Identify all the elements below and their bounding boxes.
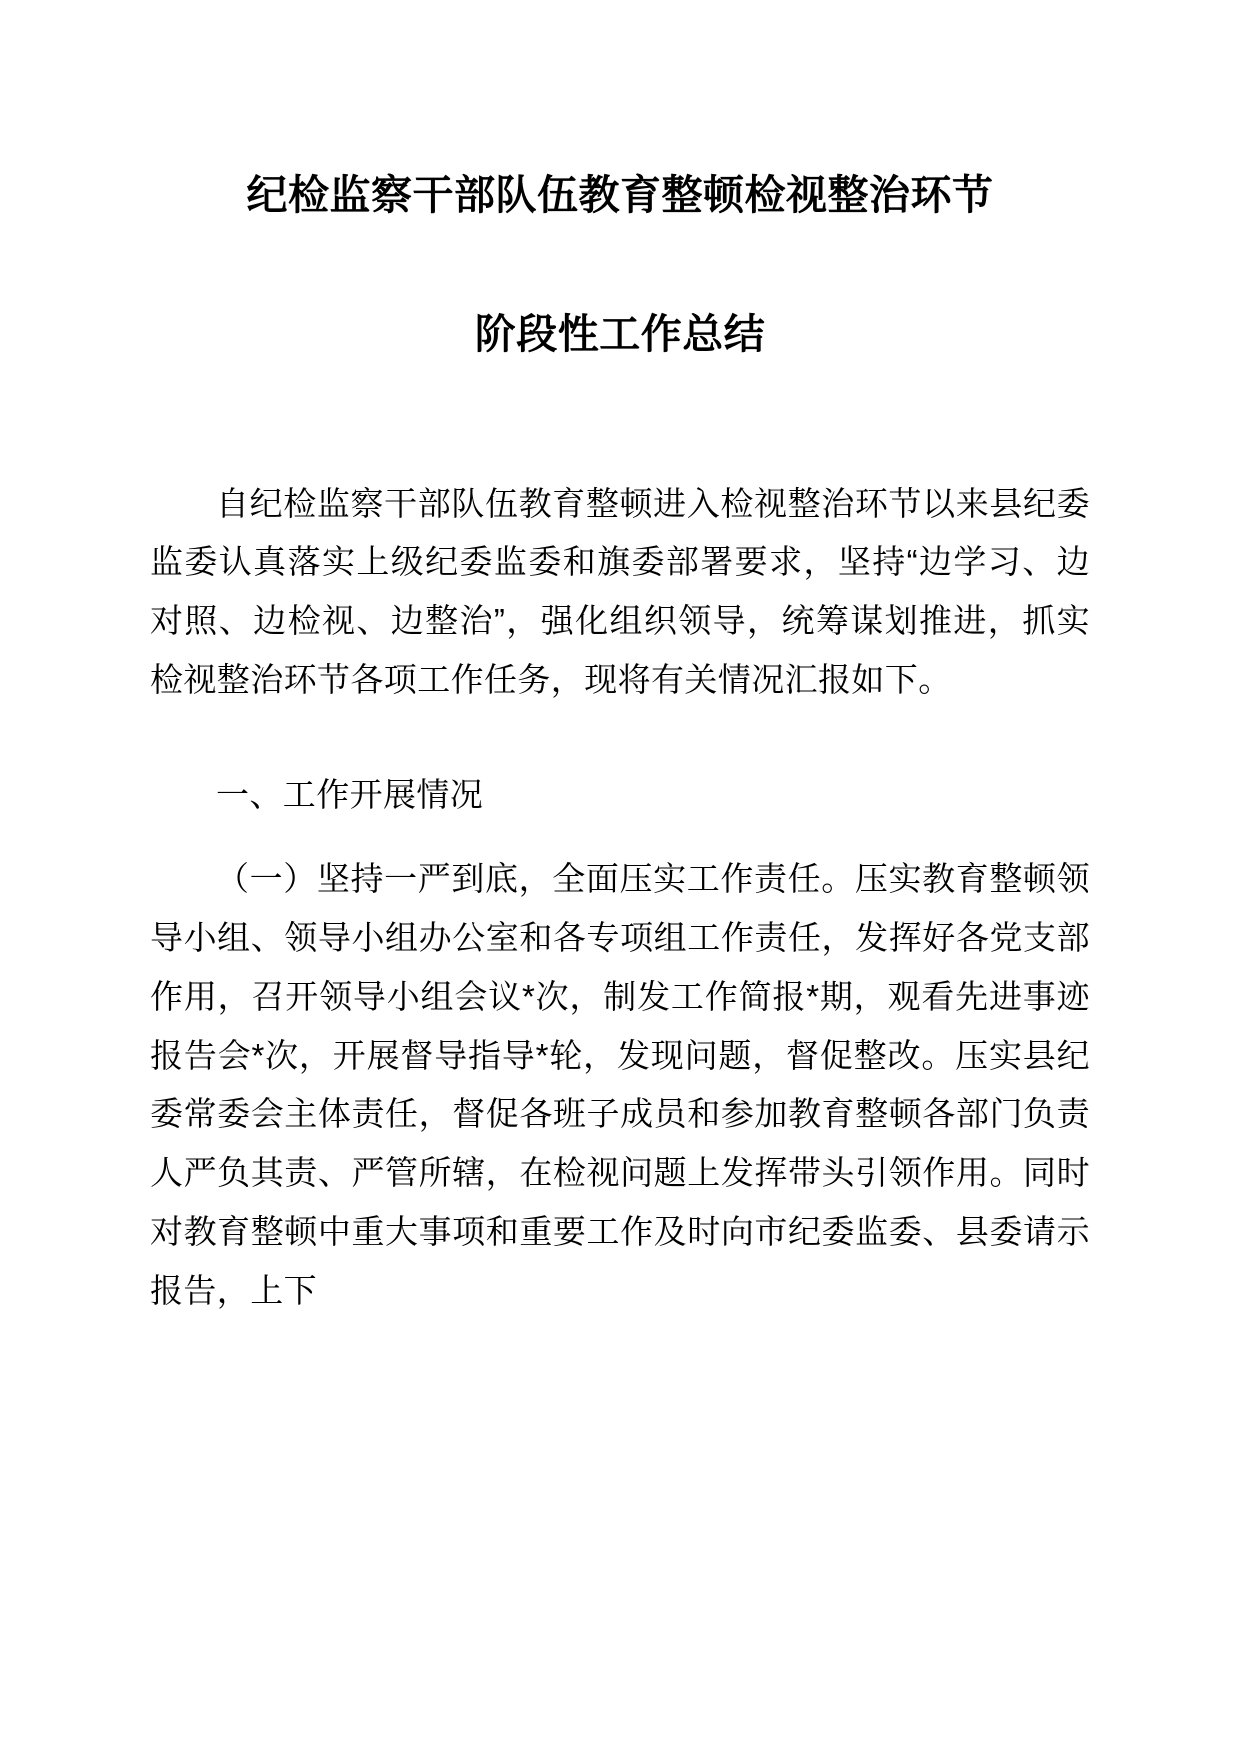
intro-paragraph: 自纪检监察干部队伍教育整顿进入检视整治环节以来县纪委监委认真落实上级纪委监委和旗委部署要求，坚持“边学习、边对照、边检视、边整治”，强化组织领导，统筹谋划推进，抓实检视整治环节各项工作任务，现将有关情况汇报如下。 <box>150 484 1090 698</box>
heading-spacer <box>150 824 1090 850</box>
subsection-one-paragraph: （一）坚持一严到底，全面压实工作责任。压实教育整顿领导小组、领导小组办公室和各专项组工作责任，发挥好各党支部作用，召开领导小组会议*次，制发工作简报*期，观看先进事迹报告会*次，开展督导指导*轮，发现问题，督促整改。压实县纪委常委会主体责任，督促各班子成员和参加教育整顿各部门负责人严负其责、严管所辖，在检视问题上发挥带头引领作用。同时对教育整顿中重大事项和重要工作及时向市纪委监委、县委请示报告，上下 <box>150 860 1090 1309</box>
paragraph-spacer <box>150 710 1090 736</box>
document-title-line-1: 纪检监察干部队伍教育整顿检视整治环节 <box>246 172 994 218</box>
document-body <box>150 475 1090 1321</box>
document-title-line-2: 阶段性工作总结 <box>474 311 766 358</box>
page-title <box>150 0 1090 363</box>
section-heading-one: 一、工作开展情况 <box>216 775 484 813</box>
